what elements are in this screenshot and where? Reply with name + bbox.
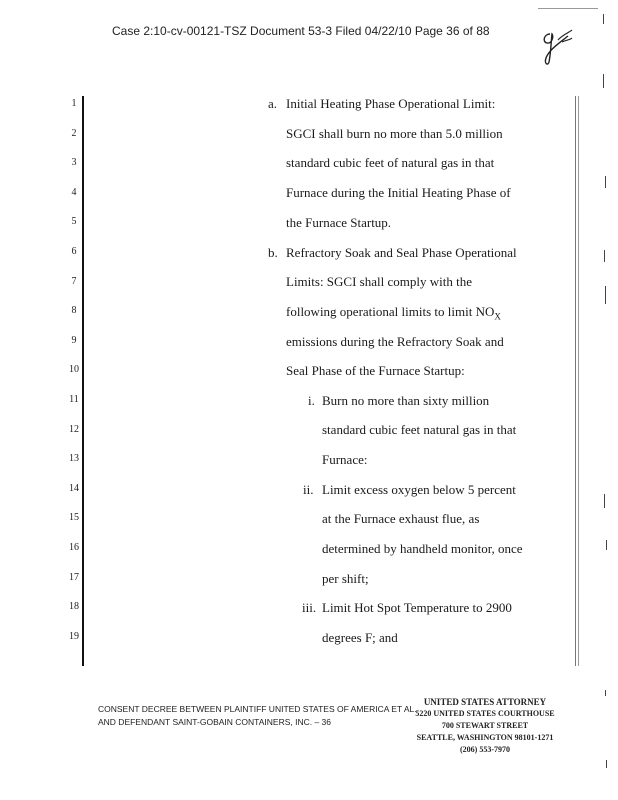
item-i-line-3: Furnace: — [322, 452, 368, 467]
scan-speck — [605, 286, 606, 304]
item-a-line-5: the Furnace Startup. — [286, 215, 392, 230]
line-number: 18 — [69, 601, 79, 613]
item-i-line-2: standard cubic feet natural gas in that — [322, 422, 517, 437]
item-a-title: Initial Heating Phase Operational Limit: — [286, 96, 496, 111]
case-header: Case 2:10-cv-00121-TSZ Document 53-3 Filed 04/22/10 Page 36 of 88 — [112, 24, 490, 38]
line-number: 3 — [71, 157, 77, 169]
footer-address-line-2: 700 STEWART STREET — [441, 721, 529, 730]
footer-caption-line-2: AND DEFENDANT SAINT-GOBAIN CONTAINERS, INC. – 36 — [98, 717, 332, 727]
item-ii-line-4: per shift; — [322, 571, 369, 586]
scan-speck — [604, 250, 605, 262]
line-number: 4 — [71, 186, 77, 198]
right-margin-rule-inner — [578, 96, 579, 666]
nox-subscript: X — [494, 311, 501, 322]
item-b-line-3-text: following operational limits to limit NO — [286, 304, 495, 319]
line-number: 13 — [69, 453, 79, 465]
line-number: 11 — [69, 394, 79, 405]
scan-speck — [606, 540, 607, 550]
item-b-line-2: Limits: SGCI shall comply with the — [286, 274, 472, 289]
line-number: 15 — [69, 512, 79, 524]
item-iii-line-1: Limit Hot Spot Temperature to 2900 — [322, 600, 512, 615]
item-ii-line-2: at the Furnace exhaust flue, as — [322, 511, 480, 526]
footer-address-block — [410, 696, 560, 756]
handwritten-initials — [538, 26, 578, 73]
line-number: 19 — [69, 630, 79, 642]
footer-address-line-1: 5220 UNITED STATES COURTHOUSE — [415, 709, 555, 718]
footer-caption-line-1: CONSENT DECREE BETWEEN PLAINTIFF UNITED STATES OF AMERICA ET AL. — [98, 704, 417, 714]
line-number: 9 — [71, 334, 77, 346]
footer-phone: (206) 553-7970 — [460, 745, 510, 754]
item-ii-line-1: Limit excess oxygen below 5 percent — [322, 482, 516, 497]
line-number: 1 — [71, 98, 77, 109]
item-i-line-1: Burn no more than sixty million — [322, 393, 490, 408]
item-a-line-3: standard cubic feet of natural gas in that — [286, 155, 495, 170]
item-b-line-1: Refractory Soak and Seal Phase Operational — [286, 245, 517, 260]
item-b-marker: b. — [268, 245, 278, 260]
line-number: 2 — [71, 127, 77, 139]
item-b-line-4: emissions during the Refractory Soak and — [286, 334, 504, 349]
scan-top-smudge — [538, 8, 598, 9]
item-a-marker: a. — [268, 96, 278, 111]
item-ii-marker: ii. — [303, 482, 314, 497]
scan-speck — [606, 760, 607, 768]
item-i-marker: i. — [308, 393, 315, 408]
line-number: 17 — [69, 571, 79, 583]
item-iii-marker: iii. — [302, 600, 317, 615]
item-a-line-2: SGCI shall burn no more than 5.0 million — [286, 126, 503, 141]
scan-speck — [604, 494, 605, 508]
line-number: 12 — [69, 423, 79, 435]
initials-signature-graphic — [538, 26, 578, 68]
item-ii-line-3: determined by handheld monitor, once — [322, 541, 523, 556]
scan-speck — [605, 176, 606, 188]
line-number: 10 — [69, 364, 79, 376]
footer-office-name: UNITED STATES ATTORNEY — [423, 697, 547, 707]
item-b-line-5: Seal Phase of the Furnace Startup: — [286, 363, 465, 378]
line-number: 16 — [69, 542, 79, 553]
item-iii-line-2: degrees F; and — [322, 630, 398, 645]
line-number: 8 — [71, 305, 77, 317]
item-a-line-4: Furnace during the Initial Heating Phase of — [286, 185, 511, 200]
line-number: 7 — [71, 275, 77, 287]
scan-speck — [603, 74, 604, 88]
line-number: 6 — [71, 246, 77, 257]
right-margin-rule-outer — [575, 96, 576, 666]
footer-address-line-3: SEATTLE, WASHINGTON 98101-1271 — [416, 733, 554, 742]
item-b-line-3 — [286, 304, 501, 322]
scan-speck — [603, 14, 604, 24]
footer-caption — [98, 703, 417, 729]
line-number: 14 — [69, 482, 79, 494]
line-number: 5 — [71, 216, 77, 228]
scan-speck — [605, 690, 606, 696]
